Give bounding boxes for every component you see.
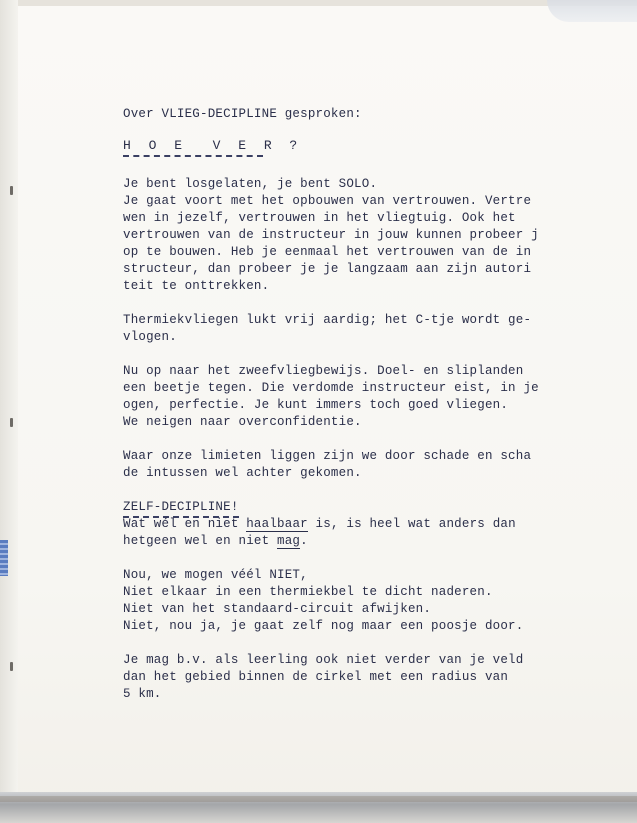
text-line: dan het gebied binnen de cirkel met een radius van xyxy=(123,670,509,684)
text-line: Niet van het standaard-circuit afwijken. xyxy=(123,602,432,616)
section-heading-hoe-ver: H O E V E R ? xyxy=(123,138,303,153)
text-line: teit te onttrekken. xyxy=(123,279,270,293)
text-line: structeur, dan probeer je je langzaam aan zijn autori xyxy=(123,262,532,276)
underlined-word: mag xyxy=(277,534,301,548)
page-corner xyxy=(547,0,637,22)
document-title: Over VLIEG-DECIPLINE gesproken: xyxy=(123,107,362,121)
heading-underline xyxy=(123,155,263,159)
zelf-heading-text: ZELF-DECIPLINE! xyxy=(123,499,239,518)
text-line: Nu op naar het zweefvliegbewijs. Doel- en sliplanden xyxy=(123,364,524,378)
text-line: Je mag b.v. als leerling ook niet verder van je veld xyxy=(123,653,524,667)
text-line: hetgeen wel en niet mag. xyxy=(123,534,308,548)
text-line: We neigen naar overconfidentie. xyxy=(123,415,362,429)
page-bottom-strip xyxy=(0,796,637,802)
blue-edge-mark xyxy=(0,540,8,576)
text-line: Thermiekvliegen lukt vrij aardig; het C-tje wordt ge- xyxy=(123,313,532,327)
text-line: 5 km. xyxy=(123,687,162,701)
underlined-word: haalbaar xyxy=(246,517,308,531)
text-line: Wat wél en niet haalbaar is, is heel wat anders dan xyxy=(123,517,516,531)
text-line: op te bouwen. Heb je eenmaal het vertrouwen van de in xyxy=(123,245,532,259)
text-line: vlogen. xyxy=(123,330,177,344)
text-line: een beetje tegen. Die verdomde instructeur eist, in je xyxy=(123,381,539,395)
staple-mark xyxy=(10,418,13,427)
text-line: ogen, perfectie. Je kunt immers toch goed vliegen. xyxy=(123,398,509,412)
staple-mark xyxy=(10,662,13,671)
text-line: Je bent losgelaten, je bent SOLO. xyxy=(123,177,378,191)
staple-mark xyxy=(10,186,13,195)
text-line: vertrouwen van de instructeur in jouw kunnen probeer j xyxy=(123,228,539,242)
text-line: wen in jezelf, vertrouwen in het vliegtuig. Ook het xyxy=(123,211,516,225)
text-line: Waar onze limieten liggen zijn we door schade en scha xyxy=(123,449,532,463)
body-text xyxy=(123,176,613,703)
text-line: de intussen wel achter gekomen. xyxy=(123,466,362,480)
typed-text xyxy=(123,106,613,123)
text-line: Nou, we mogen véél NIET, xyxy=(123,568,308,582)
text-line: Je gaat voort met het opbouwen van vertrouwen. Vertre xyxy=(123,194,532,208)
binding-shadow xyxy=(0,0,18,823)
text-line: Niet elkaar in een thermiekbel te dicht naderen. xyxy=(123,585,493,599)
page-top-edge xyxy=(0,0,637,6)
text-line: Niet, nou ja, je gaat zelf nog maar een poosje door. xyxy=(123,619,524,633)
section-heading-zelf-discipline xyxy=(123,499,613,516)
